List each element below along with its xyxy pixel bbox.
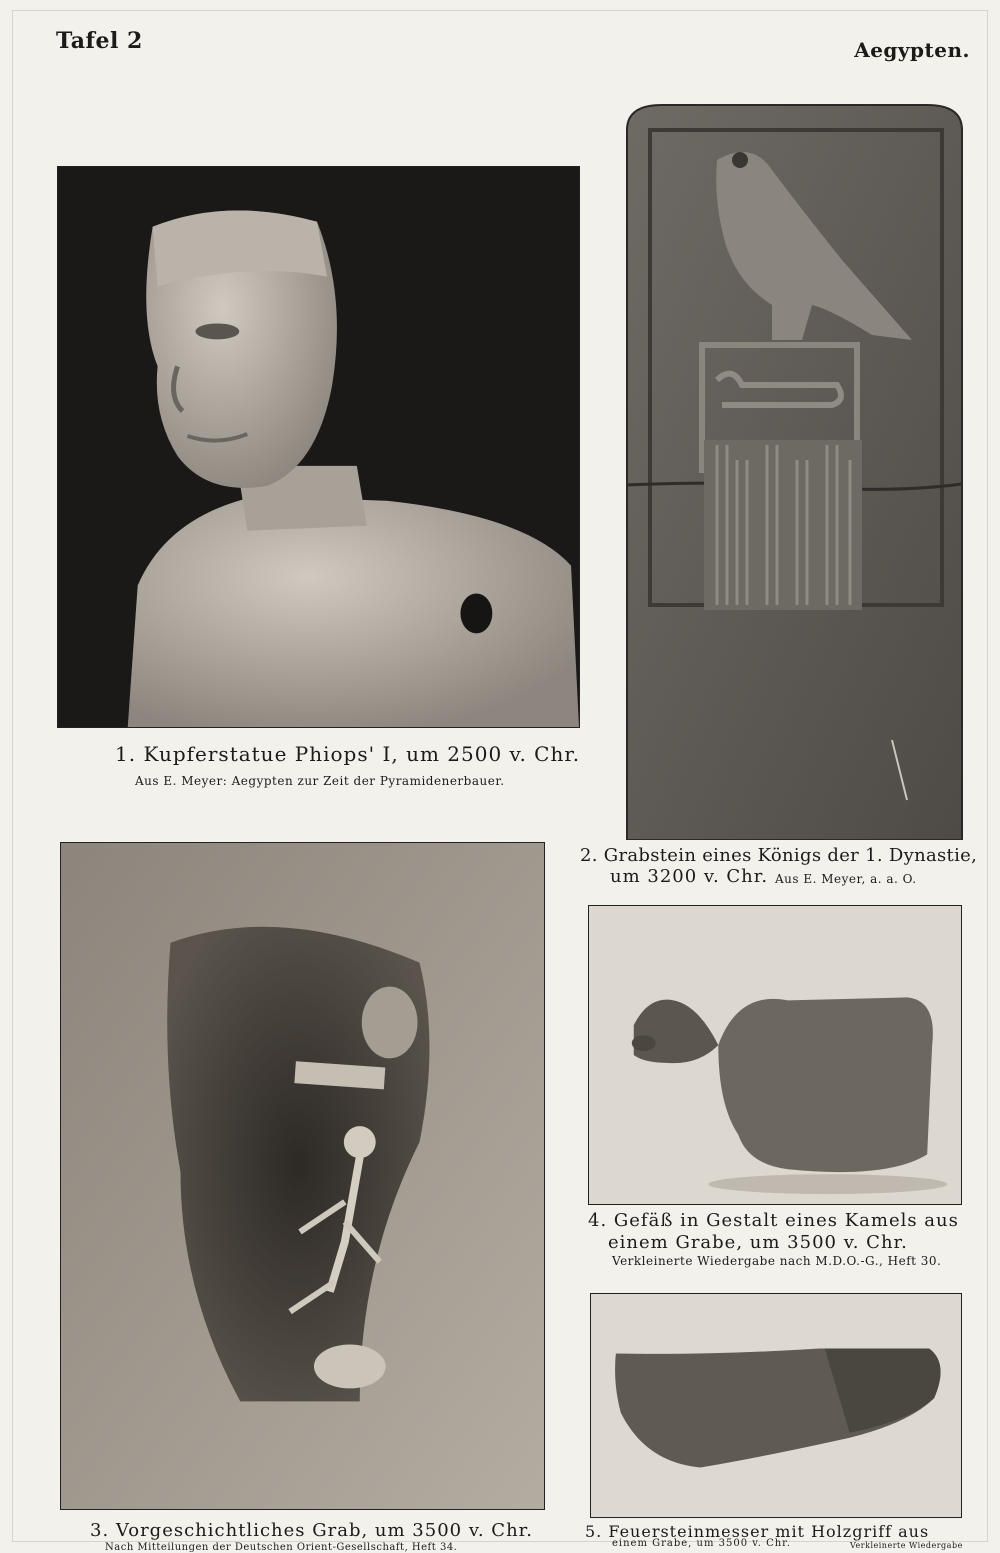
flint-knife-photo <box>590 1293 962 1518</box>
section-title: Aegypten. <box>854 38 970 62</box>
figure-3-caption: 3. Vorgeschichtliches Grab, um 3500 v. Chr. <box>90 1520 534 1541</box>
figure-1-caption: 1. Kupferstatue Phiops' I, um 2500 v. Chr. <box>115 742 581 766</box>
plate-number: Tafel 2 <box>56 28 143 54</box>
camel-vessel-photo <box>588 905 962 1205</box>
figure-2-caption-line2: um 3200 v. Chr. <box>610 866 769 887</box>
figure-2-caption-line1: 2. Grabstein eines Königs der 1. Dynastie, <box>580 845 978 866</box>
figure-4-source: Verkleinerte Wiedergabe nach M.D.O.-G., Heft 30. <box>612 1254 942 1268</box>
stele-photo <box>622 100 967 840</box>
figure-5-source: Verkleinerte Wiedergabe <box>850 1541 963 1550</box>
figure-5-caption-line1: 5. Feuersteinmesser mit Holzgriff aus <box>585 1522 930 1541</box>
figure-4-caption-line2: einem Grabe, um 3500 v. Chr. <box>608 1232 908 1253</box>
grave-photo <box>60 842 545 1510</box>
figure-5-caption-line2: einem Grabe, um 3500 v. Chr. <box>612 1538 792 1549</box>
figure-4-caption-line1: 4. Gefäß in Gestalt eines Kamels aus <box>588 1210 959 1231</box>
figure-1-source: Aus E. Meyer: Aegypten zur Zeit der Pyramidenerbauer. <box>135 774 505 788</box>
figure-2-source: Aus E. Meyer, a. a. O. <box>775 872 917 886</box>
figure-3-source: Nach Mitteilungen der Deutschen Orient-Gesellschaft, Heft 34. <box>105 1542 458 1553</box>
statue-photo <box>57 166 580 728</box>
